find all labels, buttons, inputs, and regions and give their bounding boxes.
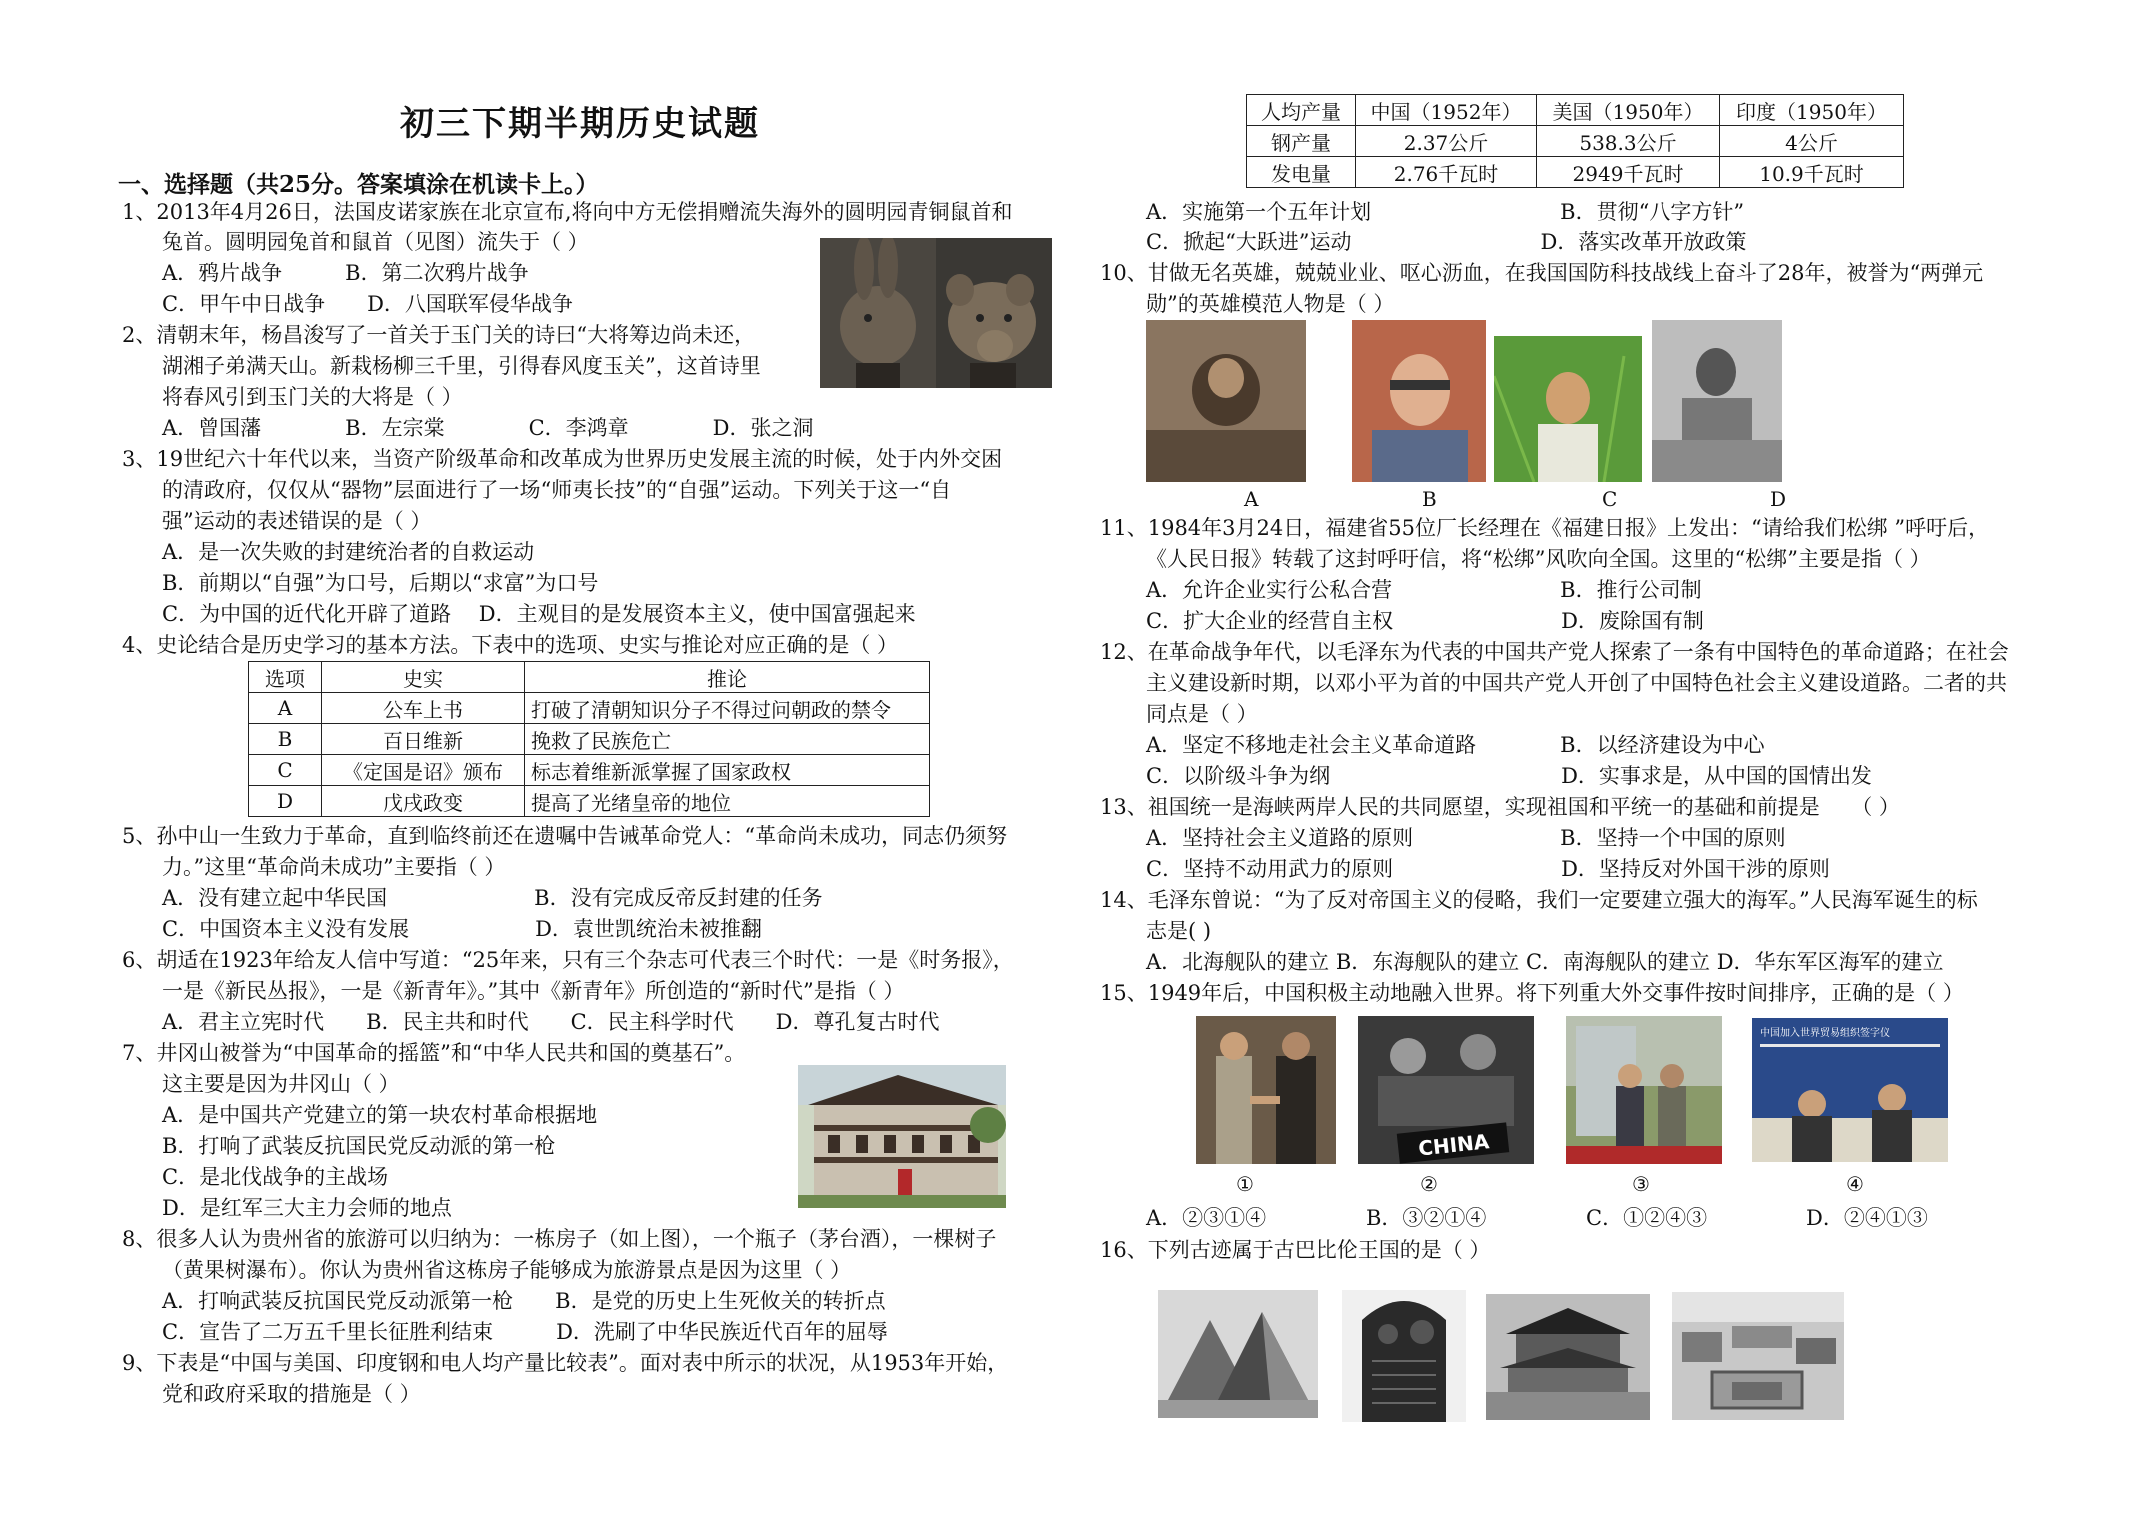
q4-cell: 《定国是诏》颁布 xyxy=(322,755,525,786)
q14-line1: 14、毛泽东曾说：“为了反对帝国主义的侵略，我们一定要建立强大的海军。”人民海军诞生的标 xyxy=(1100,888,1978,912)
q8-options-cd: C．宣告了二万五千里长征胜利结束 D．洗刷了中华民族近代百年的屈辱 xyxy=(162,1320,888,1344)
q4-cell: 打破了清朝知识分子不得过问朝政的禁令 xyxy=(525,693,930,724)
q3-line2: 的清政府，仅仅从“器物”层面进行了一场“师夷长技”的“自强”运动。下列关于这一“自 xyxy=(162,478,952,502)
section-heading: 一、选择题（共25分。答案填涂在机读卡上。） xyxy=(118,171,599,198)
q7-option-d: D．是红军三大主力会师的地点 xyxy=(162,1196,452,1220)
q4-cell: B xyxy=(249,724,322,755)
q13-options-cd: C．坚持不动用武力的原则 D．坚持反对外国干涉的原则 xyxy=(1146,857,1830,881)
q1-options-cd: C．甲午中日战争 D．八国联军侵华战争 xyxy=(162,292,573,316)
q2-options: A．曾国藩 B．左宗棠 C．李鸿章 D．张之洞 xyxy=(162,416,814,440)
q9-cell: 2.37公斤 xyxy=(1356,126,1537,157)
q9-table xyxy=(1246,94,1904,188)
q15-option-c: C．①②④③ xyxy=(1586,1206,1708,1230)
q15-label-2: ② xyxy=(1420,1172,1438,1196)
forbidden-city-photo xyxy=(1486,1294,1650,1420)
q16-line1: 16、下列古迹属于古巴比伦王国的是（ ） xyxy=(1100,1238,1491,1262)
q2-line3: 将春风引到玉门关的大将是（ ） xyxy=(162,385,463,409)
q9-header: 中国（1952年） xyxy=(1356,95,1537,126)
q4-cell: A xyxy=(249,693,322,724)
q4-cell: 挽救了民族危亡 xyxy=(525,724,930,755)
code-of-hammurabi-photo xyxy=(1342,1290,1466,1422)
q4-cell: D xyxy=(249,786,322,817)
q7-line2: 这主要是因为井冈山（ ） xyxy=(162,1072,400,1096)
q4-cell: 戊戌政变 xyxy=(322,786,525,817)
q8-line2: （黄果树瀑布）。你认为贵州省这栋房子能够成为旅游景点是因为这里（ ） xyxy=(162,1258,852,1282)
q3-line3: 强”运动的表述错误的是（ ） xyxy=(162,509,432,533)
q15-photo-2 xyxy=(1358,1016,1534,1164)
q9-cell: 4公斤 xyxy=(1720,126,1904,157)
q11-line2: 《人民日报》转载了这封呼吁信，将“松绑”风吹向全国。这里的“松绑”主要是指（ ） xyxy=(1146,547,1931,571)
q5-options-ab: A．没有建立起中华民国 B．没有完成反帝反封建的任务 xyxy=(162,886,823,910)
q2-line1: 2、清朝末年，杨昌浚写了一首关于玉门关的诗曰“大将筹边尚未还， xyxy=(122,323,756,347)
q1-options-ab: A．鸦片战争 B．第二次鸦片战争 xyxy=(162,261,529,285)
q9-header: 人均产量 xyxy=(1247,95,1356,126)
q9-options-cd: C．掀起“大跃进”运动 D．落实改革开放政策 xyxy=(1146,230,1747,254)
q15-line1: 15、1949年后，中国积极主动地融入世界。将下列重大外交事件按时间排序，正确的是（ ） xyxy=(1100,981,1964,1005)
q4-table xyxy=(248,661,930,817)
q15-photo-1 xyxy=(1196,1016,1336,1164)
q5-line2: 力。”这里“革命尚未成功”主要指（ ） xyxy=(162,855,506,879)
q9-line1: 9、下表是“中国与美国、印度钢和电人均产量比较表”。面对表中所示的状况，从1953年开始， xyxy=(122,1351,1009,1375)
q10-label-b: B xyxy=(1422,487,1437,511)
q7-option-b: B．打响了武装反抗国民党反动派的第一枪 xyxy=(162,1134,556,1158)
q12-line3: 同点是（ ） xyxy=(1146,702,1258,726)
q9-options-ab: A．实施第一个五年计划 B．贯彻“八字方针” xyxy=(1146,200,1745,224)
q6-line2: 一是《新民丛报》，一是《新青年》。”其中《新青年》所创造的“新时代”是指（ ） xyxy=(162,979,905,1003)
q12-line2: 主义建设新时期，以邓小平为首的中国共产党人开创了中国特色社会主义建设道路。二者的共 xyxy=(1146,671,2007,695)
q4-header-fact: 史实 xyxy=(322,662,525,693)
q5-line1: 5、孙中山一生致力于革命，直到临终前还在遗嘱中告诫革命党人：“革命尚未成功，同志仍须努 xyxy=(122,824,1008,848)
q12-options-cd: C．以阶级斗争为纲 D．实事求是，从中国的国情出发 xyxy=(1146,764,1872,788)
q1-line1: 1、2013年4月26日，法国皮诺家族在北京宣布,将向中方无偿捐赠流失海外的圆明园青铜鼠首和 xyxy=(122,200,1013,224)
q5-options-cd: C．中国资本主义没有发展 D．袁世凯统治未被推翻 xyxy=(162,917,762,941)
q7-option-a: A．是中国共产党建立的第一块农村革命根据地 xyxy=(162,1103,598,1127)
q4-header-option: 选项 xyxy=(249,662,322,693)
q3-option-a: A．是一次失败的封建统治者的自救运动 xyxy=(162,540,535,564)
q9-cell: 538.3公斤 xyxy=(1537,126,1720,157)
q13-line1: 13、祖国统一是海峡两岸人民的共同愿望，实现祖国和平统一的基础和前提是 （ ） xyxy=(1100,795,1900,819)
q9-line2: 党和政府采取的措施是（ ） xyxy=(162,1382,421,1406)
ruins-photo xyxy=(1672,1292,1844,1420)
q12-line1: 12、在革命战争年代，以毛泽东为代表的中国共产党人探索了一条有中国特色的革命道路；在社会 xyxy=(1100,640,2009,664)
q13-options-ab: A．坚持社会主义道路的原则 B．坚持一个中国的原则 xyxy=(1146,826,1786,850)
q10-label-d: D xyxy=(1770,487,1787,511)
q11-line1: 11、1984年3月24日，福建省55位厂长经理在《福建日报》上发出：“请给我们松绑 ”呼吁后， xyxy=(1100,516,1990,540)
q3-option-b: B．前期以“自强”为口号，后期以“求富”为口号 xyxy=(162,571,599,595)
q9-cell: 钢产量 xyxy=(1247,126,1356,157)
q10-photo-a xyxy=(1146,320,1306,482)
q14-options: A．北海舰队的建立 B．东海舰队的建立 C．南海舰队的建立 D．华东军区海军的建立 xyxy=(1146,950,1944,974)
q15-label-1: ① xyxy=(1236,1172,1254,1196)
q10-label-c: C xyxy=(1602,487,1618,511)
q15-option-a: A．②③①④ xyxy=(1146,1206,1267,1230)
q9-cell: 10.9千瓦时 xyxy=(1720,157,1904,188)
q10-photo-b xyxy=(1352,320,1486,482)
building-photo xyxy=(798,1065,1006,1208)
q4-line1: 4、史论结合是历史学习的基本方法。下表中的选项、史实与推论对应正确的是（ ） xyxy=(122,633,899,657)
q4-cell: 标志着维新派掌握了国家政权 xyxy=(525,755,930,786)
q15-photo-3 xyxy=(1566,1016,1722,1164)
page-title: 初三下期半期历史试题 xyxy=(400,104,760,144)
q15-option-b: B．③②①④ xyxy=(1366,1206,1487,1230)
q4-cell: 公车上书 xyxy=(322,693,525,724)
q4-header-inference: 推论 xyxy=(525,662,930,693)
q8-line1: 8、很多人认为贵州省的旅游可以归纳为：一栋房子（如上图），一个瓶子（茅台酒），一棵树子 xyxy=(122,1227,997,1251)
q6-line1: 6、胡适在1923年给友人信中写道：“25年来，只有三个杂志可代表三个时代：一是《时务报》， xyxy=(122,948,1014,972)
q9-cell: 2.76千瓦时 xyxy=(1356,157,1537,188)
q1-line2: 兔首。圆明园兔首和鼠首（见图）流失于（ ） xyxy=(162,230,589,254)
q3-line1: 3、19世纪六十年代以来，当资产阶级革命和改革成为世界历史发展主流的时候，处于内外交困 xyxy=(122,447,1003,471)
q15-photo-4 xyxy=(1752,1018,1948,1162)
q8-options-ab: A．打响武装反抗国民党反动派第一枪 B．是党的历史上生死攸关的转折点 xyxy=(162,1289,886,1313)
q10-label-a: A xyxy=(1244,487,1259,511)
q7-line1: 7、井冈山被誉为“中国革命的摇篮”和“中华人民共和国的奠基石”。 xyxy=(122,1041,746,1065)
q3-options-cd: C．为中国的近代化开辟了道路 D．主观目的是发展资本主义，使中国富强起来 xyxy=(162,602,916,626)
pyramids-photo xyxy=(1158,1290,1318,1418)
q15-label-3: ③ xyxy=(1632,1172,1650,1196)
q9-cell: 发电量 xyxy=(1247,157,1356,188)
q4-cell: 提高了光绪皇帝的地位 xyxy=(525,786,930,817)
q10-line2: 勋”的英雄模范人物是（ ） xyxy=(1146,292,1395,316)
wto-banner-text: 中国加入世界贸易组织签字仪 xyxy=(1760,1028,1890,1039)
q15-label-4: ④ xyxy=(1846,1172,1864,1196)
q12-options-ab: A．坚定不移地走社会主义革命道路 B．以经济建设为中心 xyxy=(1146,733,1765,757)
q4-cell: C xyxy=(249,755,322,786)
q10-line1: 10、甘做无名英雄，兢兢业业、呕心沥血，在我国国防科技战线上奋斗了28年，被誉为“两弹元 xyxy=(1100,261,1984,285)
q14-line2: 志是( ) xyxy=(1146,919,1212,943)
q9-cell: 2949千瓦时 xyxy=(1537,157,1720,188)
q9-header: 美国（1950年） xyxy=(1537,95,1720,126)
q11-options-cd: C．扩大企业的经营自主权 D．废除国有制 xyxy=(1146,609,1704,633)
q6-options: A．君主立宪时代 B．民主共和时代 C．民主科学时代 D．尊孔复古时代 xyxy=(162,1010,940,1034)
q4-cell: 百日维新 xyxy=(322,724,525,755)
q15-option-d: D．②④①③ xyxy=(1806,1206,1928,1230)
q2-line2: 湖湘子弟满天山。新栽杨柳三千里，引得春风度玉关”，这首诗里 xyxy=(162,354,761,378)
q11-options-ab: A．允许企业实行公私合营 B．推行公司制 xyxy=(1146,578,1702,602)
q7-option-c: C．是北伐战争的主战场 xyxy=(162,1165,389,1189)
bronze-heads-photo xyxy=(820,238,1052,388)
china-sign-text: CHINA xyxy=(1417,1129,1491,1161)
q10-photo-c xyxy=(1494,336,1642,482)
q10-photo-d xyxy=(1652,320,1782,482)
q9-header: 印度（1950年） xyxy=(1720,95,1904,126)
